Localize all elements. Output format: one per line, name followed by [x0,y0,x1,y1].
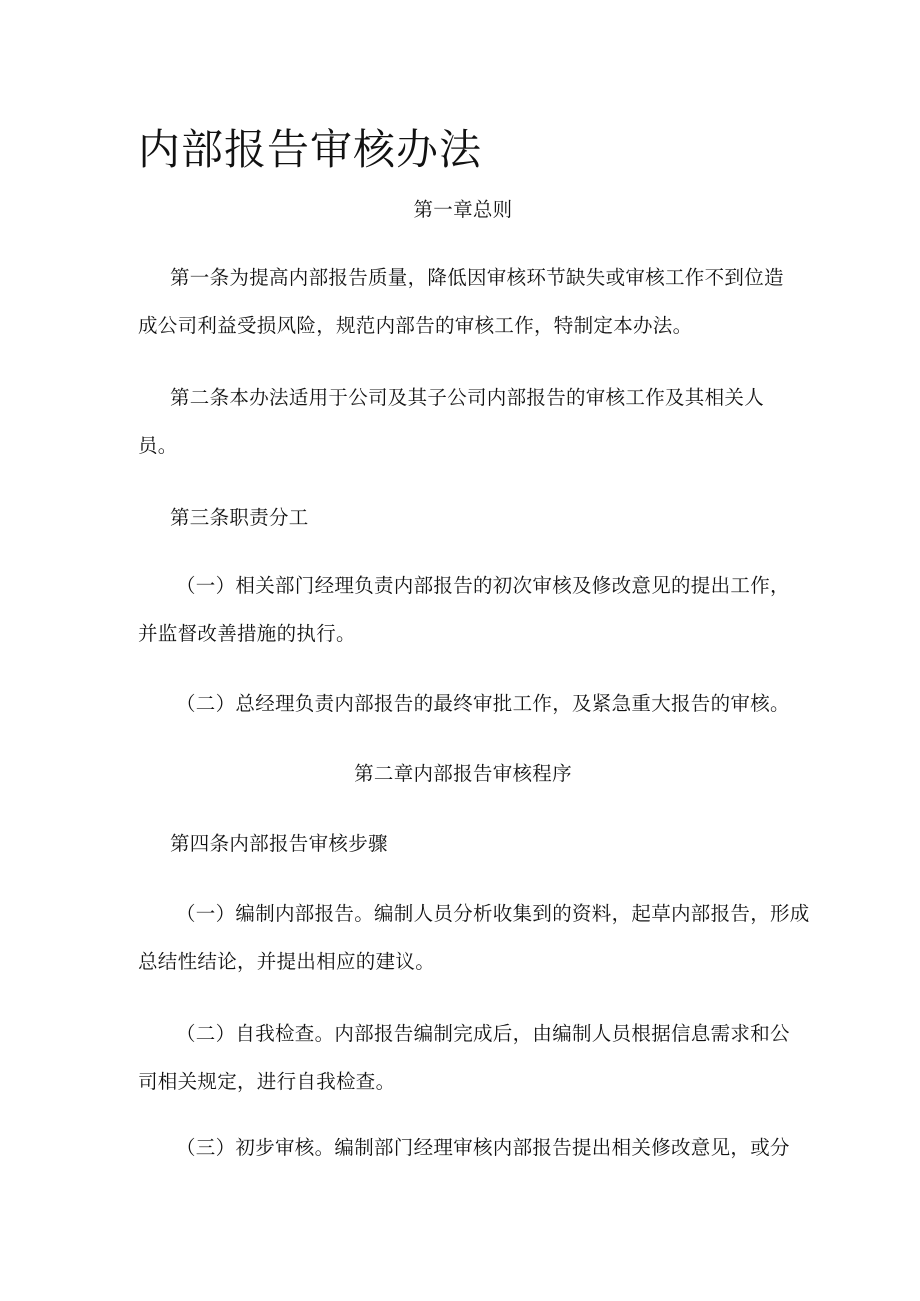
article-3-item-1-line-2: 并监督改善措施的执行。 [138,622,356,645]
article-4-item-1-line-1: （一）编制内部报告。编制人员分析收集到的资料，起草内部报告，形成 [176,902,810,925]
article-2 [138,374,788,470]
chapter-1-heading-text: 第一章总则 [413,198,513,221]
article-4 [138,820,788,868]
article-4-item-2-line-2: 司相关规定，进行自我检查。 [138,1070,396,1093]
article-1-line-1: 第一条为提高内部报告质量，降低因审核环节缺失或审核工作不到位造 [170,266,784,289]
article-2-line-2: 员。 [138,434,178,457]
article-4-item-2 [138,1010,788,1106]
article-4-item-3 [138,1124,788,1172]
article-4-item-3-line-1: （三）初步审核。编制部门经理审核内部报告提出相关修改意见，或分 [176,1136,790,1159]
article-3-item-2-text: （二）总经理负责内部报告的最终审批工作，及紧急重大报告的审核。 [176,692,790,715]
article-1 [138,254,788,350]
article-3 [138,494,788,542]
chapter-2-heading [138,750,788,798]
article-4-item-2-line-1: （二）自我检查。内部报告编制完成后，由编制人员根据信息需求和公 [176,1022,790,1045]
article-4-item-1-line-2: 总结性结论，并提出相应的建议。 [138,950,436,973]
article-1-line-2: 成公司利益受损风险，规范内部告的审核工作，特制定本办法。 [138,314,693,337]
article-3-item-1 [138,562,788,658]
article-4-text: 第四条内部报告审核步骤 [170,832,388,855]
article-2-line-1: 第二条本办法适用于公司及其子公司内部报告的审核工作及其相关人 [170,386,765,409]
chapter-1-heading [138,186,788,234]
article-4-item-1 [138,890,810,986]
article-3-item-2 [138,680,788,728]
chapter-2-heading-text: 第二章内部报告审核程序 [354,762,572,785]
article-3-text: 第三条职责分工 [170,506,309,529]
article-3-item-1-line-1: （一）相关部门经理负责内部报告的初次审核及修改意见的提出工作， [176,574,790,597]
document-title: 内部报告审核办法 [138,125,483,174]
